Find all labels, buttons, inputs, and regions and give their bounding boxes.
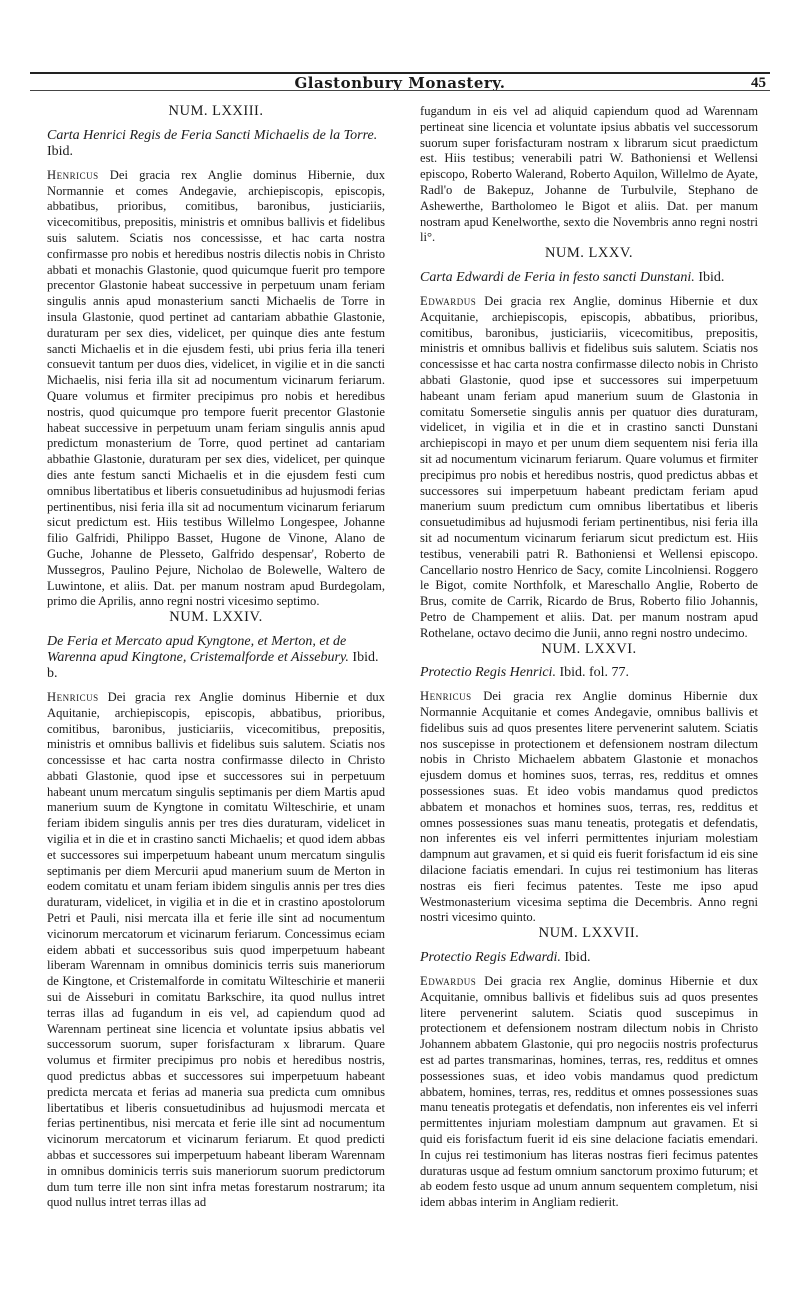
section-ibid: Ibid. fol. 77. [559, 665, 630, 681]
header-rule-bottom [30, 90, 770, 91]
lead-word: Edwardus [420, 293, 477, 308]
lead-word: Henricus [47, 167, 99, 182]
section-title [47, 128, 385, 160]
section-title-text: Carta Edwardi de Feria in festo sancti Dunstani. [420, 269, 695, 285]
section-heading: NUM. LXXVI. [541, 640, 637, 657]
section-heading: NUM. LXXVII. [538, 925, 640, 942]
section-title [420, 270, 758, 286]
body-text: Dei gracia rex Anglie dominus Hibernie et dux Aquitanie, archiepiscopis, episcopis, abbatibus, prioribus, comitibus, baronibus, justiciariis, vicecomitibus, prepositis, ministris et omnibus ballivis et fidelibus suis salutem. Sciatis nos concessisse et hac carta nostra confirmasse dilecto in Christo abbati Glastonie, quod ipse et successores sui in perpetuum habeant unum mercatum singulis septimanis per diem Martis apud manerium suum de Kyngtone in comitatu Wilteschirie, et unam feriam ibidem singulis annis per tres dies duraturam, videlicet in vigilia et in die et in crastino sancti Michaelis; et quod idem abbas et successores sui imperpetuum habeant unum mercatum singulis septimanis per diem Mercurii apud manerium suum de Merton in eodem comitatu et unam feriam ibidem singulis annis per tres dies duraturam, videlicet, in vigilia et in die et in crastino apostolorum Petri et Pauli, nisi mercata illa et ferie ille sint ad nocumentum vicinorum mercatorum et vicinarum feriarum. Concessimus eciam eidem abbati et successoribus suis quod imperpetuum habeant liberam Warennam in omnibus dominicis terris suis maneriorum de Kingtone, et Cristemalforde in comitatu Wilteschirie et manerii sui de Aisseburi in comitatu Barkschire, ita quod nullus intret terras illas ad fugandum in eis vel, ad capiendum quod ad Warennam pertineat sine licencia et voluntate ipsius abbatis vel successorum suorum, super forisfacturam x librarum. Quare volumus et firmiter precipimus pro nobis et heredibus nostris, quod predictus abbas et successores sui imperpetuum habeant predicta mercata et ferias ad maneria sua predicta cum omnibus libertatibus et liberis consuetudinibus ad hujusmodi mercata et ferias pertinentibus, nisi mercata et ferie ille sint ad nocumentum vicinorum mercatorum et vicinarum feriarum. Et quod predicti abbas et successores sui imperpetuum habeant liberam Warennam in omnibus dominicis terris suis maneriorum suorum predictorum dum tum terre ille non sint infra metas forestarum nostrarum; ita quod nullus intret terras illas ad [47, 689, 385, 1210]
section-heading: NUM. LXXIII. [168, 103, 264, 119]
body-text: Dei gracia rex Anglie dominus Hibernie dux Normannie Acquitanie et comes Andegavie, omnibus ballivis et fidelibus suis ad quos presentes litere pervenerint salutem. Sciatis nos suscepisse in protectionem et defensionem nostram dilectum nobis in Christo Michaelem abbatem Glastonie et monachos ejusdem domus et homines suos, terras, res, redditus et omnes possessiones suas. Et ideo vobis mandamus quod predictos abbatem et monachos et homines suos, terras, res, redditus et omnes possessiones suas manu teneatis, protegatis et defendatis, non inferentes eis vel inferri permittentes injuriam molestiam dampnum aut gravamen, et si quid eis fuerit forisfactum id eis sine dilacione faciatis emendari. In cujus rei testimonium has literas nostras eis fieri fecimus patentes. Teste me ipso apud Westmonasterium vicesima septima die Decembris. Anno regni nostri vicesimo quinto. [420, 689, 758, 925]
lead-word: Henricus [47, 689, 99, 704]
section-body [420, 689, 758, 926]
section-heading: NUM. LXXV. [544, 245, 634, 262]
section-title-text: Protectio Regis Edwardi. [420, 950, 561, 966]
section-title [420, 665, 758, 681]
body-text: Dei gracia rex Anglie dominus Hibernie, dux Normannie et comes Andegavie, archiepiscopis, episcopis, abbatibus, prioribus, comitibus, baronibus, justiciariis, vicecomitibus, prepositis, ministris et omnibus ballivis et fidelibus suis salutem. Sciatis nos concessisse, et hac carta nostra confirmasse pro nobis et heredibus nostris dilectis nobis in Christo abbati et monachis Glastonie, quod quicumque fuerit pro tempore precentor Glastonie habeat successive in perpetuum unam feriam singulis annis apud monasterium sancti Michaelis de Torre in insula Glastonie, quod pertinet ad cantariam abbathie Glastonie, duraturam per sex dies, videlicet, per quinque dies ante festum sancti Michaelis et in die ejusdem festi, ubi prius feria illa teneri consuevit tantum per duos dies, videlicet, in vigilie et in die sancti Michaelis, nisi feria illa sit ad nocumentum vicinarum feriarum. Quare volumus et firmiter precipimus pro nobis et heredibus nostris, quod quicumque pro tempore fuerit precentor Glastonie habeat successive in perpetuum unam feriam singulis annis apud predictum monasterium de Torre, quod pertinet ad cantariam abbathie Glastonie, duraturam per sex dies, videlicet, per quinque dies ante festum sancti Michaelis et in die ejusdem festi cum omnibus libertatibus et liberis consuetudinibus ad hujusmodi ferias pertinentibus, nisi feria illa sit ad nocumentum vicinarum feriarum sicut predictum est. Hiis testibus Willelmo Longespee, Johanne filio Galfridi, Philippo Basset, Hugone de Vinone, Alano de Guche, Johanne de Plesseto, Galfrido despensar', Roberto de Mussegros, Paulino Pejure, Nicholao de Bolewelle, Waltero de Luwintone, et aliis. Dat. per manum nostram apud Burdegolam, primo die Aprilis, anno regni nostri vicesimo septimo. [47, 167, 385, 609]
section-ibid: Ibid. b. [47, 649, 379, 681]
left-column [47, 104, 385, 1211]
section-ibid: Ibid. [47, 143, 74, 159]
section-title-text: Protectio Regis Henrici. [420, 665, 556, 681]
right-column [420, 104, 758, 1211]
lead-word: Henricus [420, 689, 472, 704]
section-body [47, 690, 385, 1211]
body-text: Dei gracia rex Anglie, dominus Hibernie et dux Acquitanie, archiepiscopis, episcopis, abbatibus, prioribus, comitibus, baronibus, justiciariis, vicecomitibus, prepositis, ministris et omnibus ballivis et fidelibus suis salutem. Sciatis nos concessisse et hac carta nostra confirmasse dilecto nobis in Christo abbati Glastonie, quod ipse et successores sui imperpetuum habeant unam feriam apud manerium suum de Glastonia in comitatu Somersetie singulis annis per quatuor dies duraturam, videlicet, in vigilia et in die et in crastino sancti Dunstani archiepiscopi in mayo et per unum diem sequentem nisi feria illa sit ad nocumentum vicinarum feriarum. Quare volumus et firmiter precipimus pro nobis et heredibus nostris, quod predictus abbas et successores sui imperpetuum habeant predictam feriam apud manerium suum predictum cum omnibus libertatibus et liberis consuetudimibus ad hujusmodi feriam pertinentibus, nisi feria illa sit ad nocumentum vicinarum feriarum sicut predictum est. Hiis testibus, venerabili patri R. Bathoniensi et Wellensi episcopo. Cancellario nostro Henrico de Sacy, comite Lincolniensi. Roggero le Bigot, comite Northfolk, et Mareschallo Anglie, Roberto de Brus, comite de Carrik, Ricardo de Brus, Roberto filio Johannis, Petro de Champement et aliis. Dat. per manum nostram apud Rothelane, octavo decimo die Junii, anno regni nostro undecimo. [420, 293, 758, 640]
section-title [420, 950, 758, 966]
body-text: Dei gracia rex Anglie, dominus Hibernie et dux Acquitanie, omnibus ballivis et fidelibus suis ad quos presentes litere pervenerint salutem. Sciatis quod suscepimus in protectionem et defensionem nostram dilectum nobis in Christo Johannem abbatem Glastonie, qui pro negociis nostris profecturus est ad partes transmarinas, homines, terras, res, redditus et omnes possessiones suas, et ideo vobis mandamus quod predictum abbatem, homines, terras, res, redditus et omnes possessiones suas manu teneatis protegatis et defendatis, non inferentes eis vel inferri permittentes injuriam molestiam dampnum aut gravamen. Et si quid eis forisfactum fuerit id eis sine delacione faciatis emendari. In cujus rei testimonium has literas nostras fieri fecimus patentes duraturas usque ad festum omnium sanctorum proximo futurum; et ab eodem festo usque ad unum annum sequentem completum, nisi idem abbas interim in Angliam redierit. [420, 974, 758, 1210]
continued-body: fugandum in eis vel ad aliquid capiendum quod ad Warennam pertineat sine licencia et voluntate ipsius abbatis vel successorum suorum super forisfacturam nostram x librarum sicut praedictum est. Hiis testibus; venerabili patri W. Bathoniensi et Wellensi episcopo, Roberto Walerand, Roberto Aquilon, Willelmo de Ayate, Radl'o de Bakepuz, Johanne de Turbulvile, Stephano de Ashewerthe, Bartholomeo le Bigot et aliis. Dat. per manum nostram apud Kenelworthe, sexto die Novembris anno regni nostri li°. [420, 104, 758, 245]
section-body [420, 294, 758, 642]
section-body [47, 168, 385, 610]
page-number: 45 [751, 75, 766, 91]
running-head: Glastonbury Monastery. [294, 74, 506, 92]
section-heading: NUM. LXXIV. [169, 609, 263, 626]
lead-word: Edwardus [420, 974, 477, 989]
section-body [420, 974, 758, 1211]
section-title-text: De Feria et Mercato apud Kyngtone, et Merton, et de Warenna apud Kingtone, Cristemalforde et Aissebury. [47, 633, 349, 665]
section-ibid: Ibid. [698, 269, 725, 285]
section-title-text: Carta Henrici Regis de Feria Sancti Michaelis de la Torre. [47, 127, 378, 143]
page-header [30, 0, 770, 92]
section-ibid: Ibid. [564, 950, 591, 966]
section-title [47, 634, 385, 682]
